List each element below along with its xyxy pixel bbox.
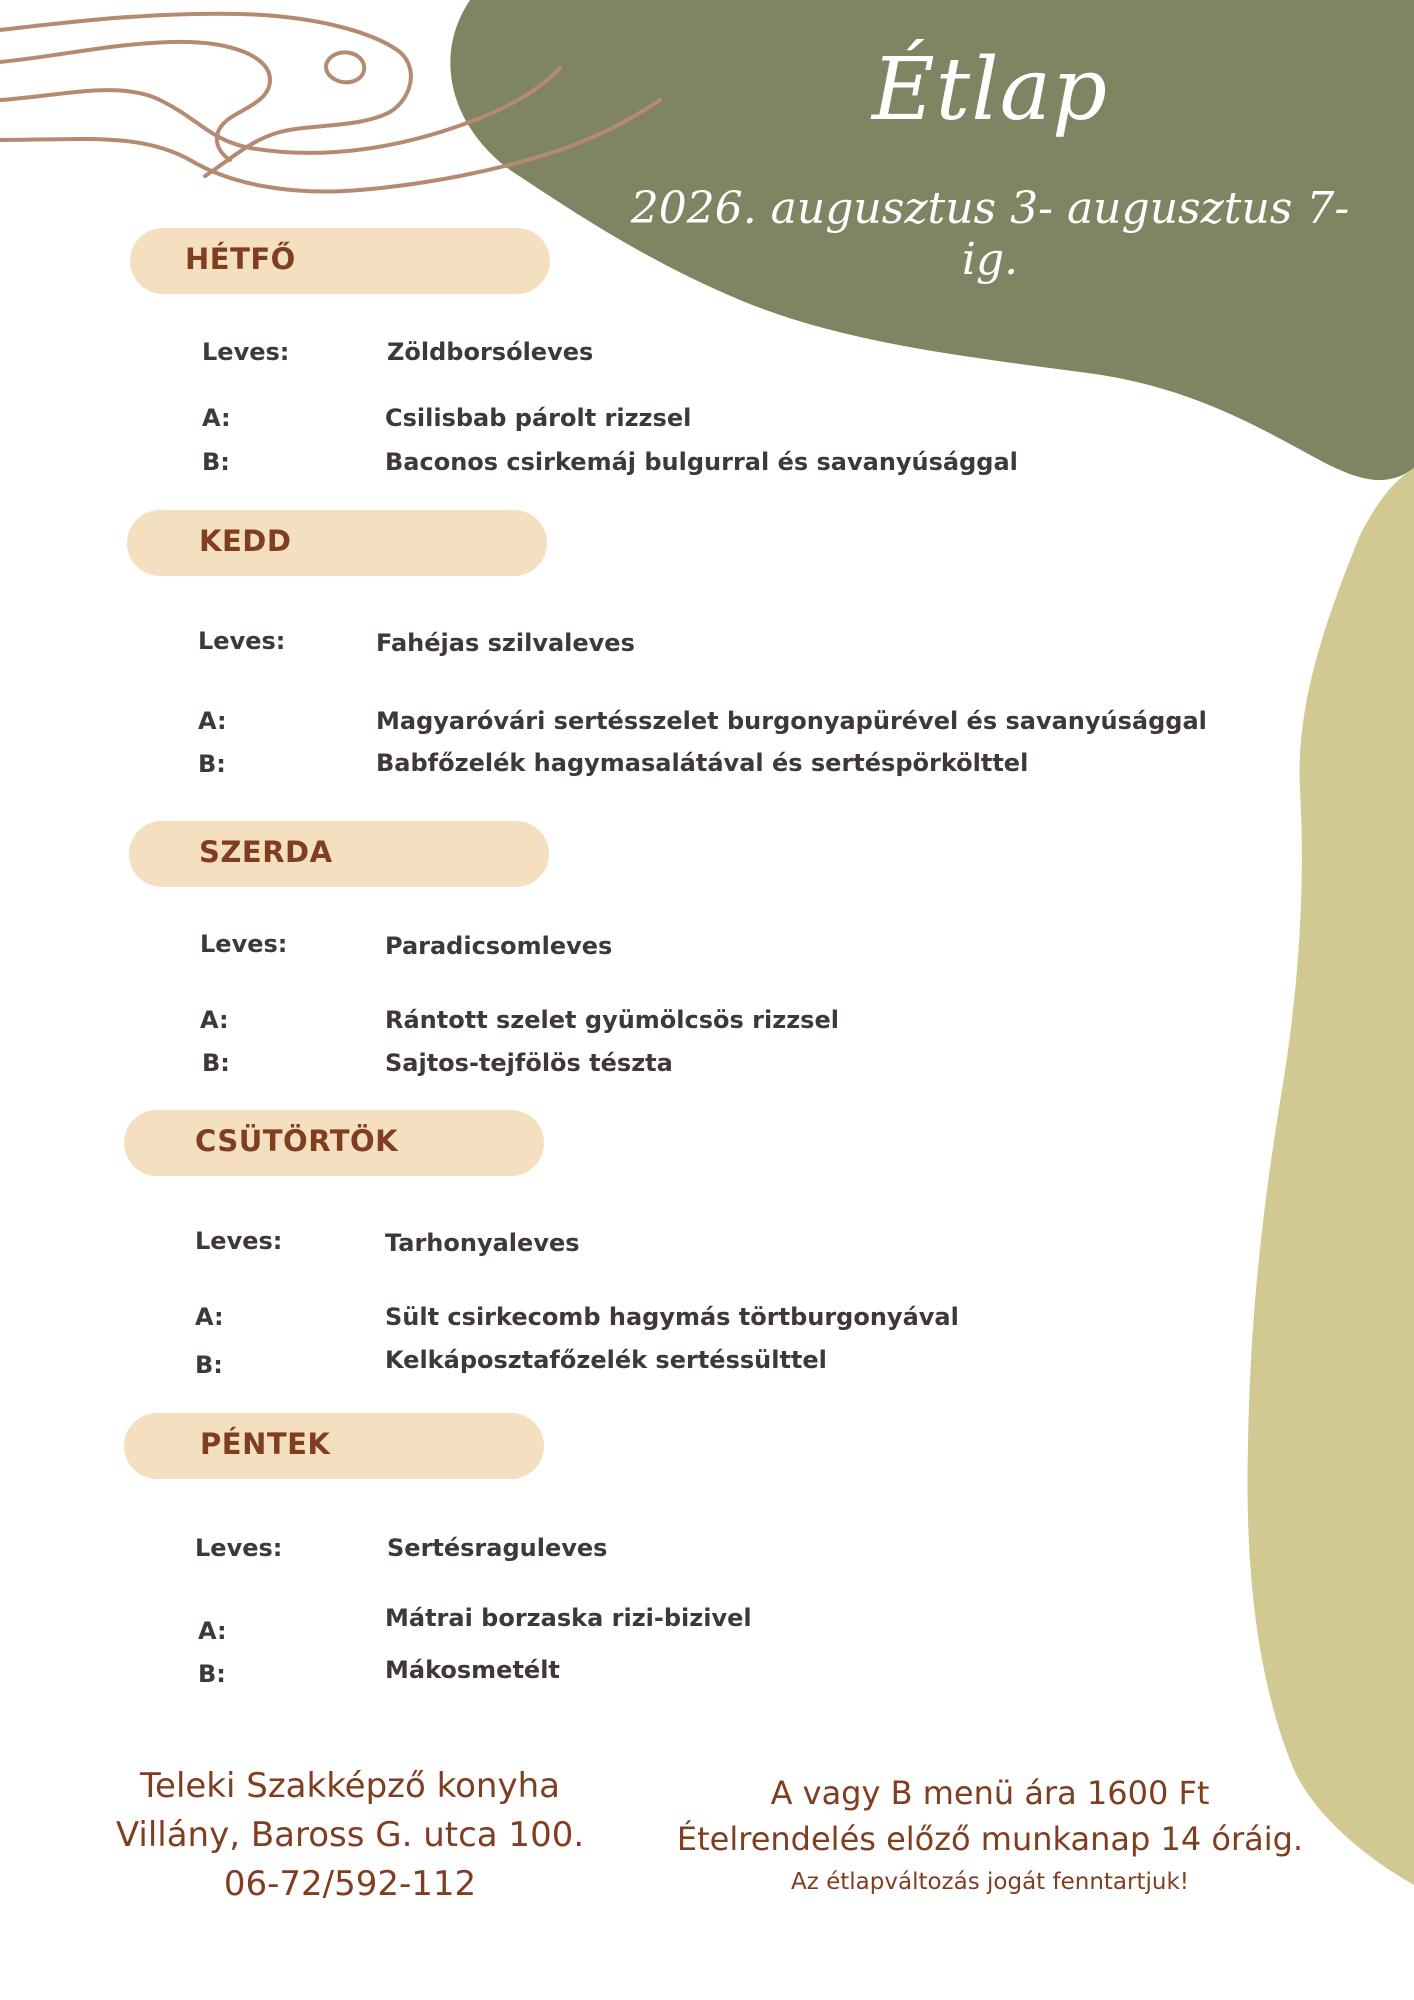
menu-price: A vagy B menü ára 1600 Ft <box>770 1774 1210 1812</box>
option-b-label: B: <box>202 1049 230 1077</box>
order-deadline: Ételrendelés előző munkanap 14 óráig. <box>676 1820 1304 1858</box>
day-heading: PÉNTEK <box>200 1427 331 1461</box>
day-heading: SZERDA <box>199 835 333 869</box>
kitchen-contact <box>90 1762 610 1909</box>
option-b-dish: Babfőzelék hagymasalátával és sertéspörkölttel <box>376 749 1029 777</box>
option-a-label: A: <box>202 404 231 432</box>
option-a-label: A: <box>195 1303 224 1331</box>
option-a-dish: Rántott szelet gyümölcsös rizzsel <box>385 1006 839 1034</box>
option-a-label: A: <box>198 1617 227 1645</box>
option-b-dish: Kelkáposztafőzelék sertéssülttel <box>385 1346 827 1374</box>
option-a-label: A: <box>200 1006 229 1034</box>
soup-dish: Tarhonyaleves <box>385 1229 580 1257</box>
kitchen-phone: 06-72/592-112 <box>223 1864 477 1904</box>
day-pill <box>130 228 550 294</box>
option-b-label: B: <box>198 750 226 778</box>
soup-label: Leves: <box>202 338 290 366</box>
soup-dish: Sertésraguleves <box>387 1534 608 1562</box>
day-pill <box>124 1413 544 1479</box>
soup-dish: Fahéjas szilvaleves <box>376 629 635 657</box>
khaki-blob <box>1247 468 1414 1885</box>
option-a-dish: Magyaróvári sertésszelet burgonyapürével és savanyúsággal <box>376 707 1207 735</box>
order-info <box>650 1770 1330 1902</box>
option-a-dish: Sült csirkecomb hagymás törtburgonyával <box>385 1303 959 1331</box>
option-b-dish: Mákosmetélt <box>385 1656 560 1684</box>
day-heading: CSÜTÖRTÖK <box>195 1124 399 1158</box>
option-b-label: B: <box>195 1351 223 1379</box>
day-pill <box>127 510 547 576</box>
option-a-dish: Csilisbab párolt rizzsel <box>385 404 692 432</box>
option-b-label: B: <box>198 1660 226 1688</box>
option-b-dish: Baconos csirkemáj bulgurral és savanyúsággal <box>385 448 1018 476</box>
day-heading: HÉTFŐ <box>185 242 296 276</box>
soup-label: Leves: <box>195 1534 283 1562</box>
soup-label: Leves: <box>200 930 288 958</box>
menu-date-range: 2026. augusztus 3- augusztus 7-ig. <box>630 183 1350 285</box>
day-pill <box>124 1110 544 1176</box>
menu-title: Étlap <box>871 40 1109 140</box>
change-disclaimer: Az étlapváltozás jogát fenntartjuk! <box>791 1869 1189 1895</box>
option-a-label: A: <box>198 707 227 735</box>
option-a-dish: Mátrai borzaska rizi-bizivel <box>385 1604 752 1632</box>
soup-label: Leves: <box>198 627 286 655</box>
kitchen-name: Teleki Szakképző konyha <box>140 1766 560 1806</box>
option-b-label: B: <box>202 448 230 476</box>
soup-dish: Paradicsomleves <box>385 932 613 960</box>
soup-label: Leves: <box>195 1227 283 1255</box>
day-heading: KEDD <box>199 524 292 558</box>
option-b-dish: Sajtos-tejfölös tészta <box>385 1049 673 1077</box>
soup-dish: Zöldborsóleves <box>387 338 594 366</box>
kitchen-address: Villány, Baross G. utca 100. <box>115 1815 585 1855</box>
day-pill <box>129 821 549 887</box>
